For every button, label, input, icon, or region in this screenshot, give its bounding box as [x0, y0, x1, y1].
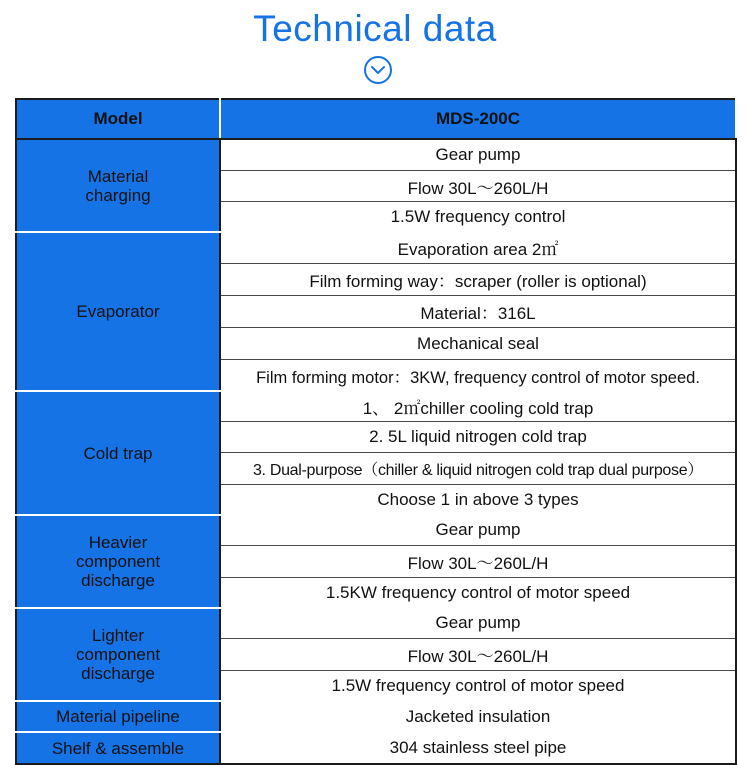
table-row — [16, 515, 736, 546]
value-cell: Flow 30L～260L/H — [220, 639, 736, 671]
table-row — [16, 139, 736, 171]
value-cell: 1.5KW frequency control of motor speed — [220, 578, 736, 609]
category-label: Heavier component discharge — [75, 533, 161, 590]
value-cell: 1、 2㎡chiller cooling cold trap — [220, 391, 736, 422]
category-label: Evaporator — [76, 302, 160, 321]
table-row — [16, 701, 736, 732]
table-row — [16, 732, 736, 764]
table-row — [16, 391, 736, 422]
category-cell — [16, 232, 220, 391]
category-label: Material pipeline — [56, 707, 180, 726]
value-cell: 1.5W frequency control of motor speed — [220, 671, 736, 702]
category-cell — [16, 515, 220, 608]
value-cell: Material：316L — [220, 296, 736, 328]
chevron-down-icon — [363, 55, 393, 85]
category-label: Cold trap — [83, 443, 153, 463]
value-cell: 3. Dual-purpose（chiller & liquid nitrogen cold trap dual purpose） — [220, 453, 736, 485]
value-cell: 2. 5L liquid nitrogen cold trap — [220, 422, 736, 453]
value-cell: Gear pump — [220, 139, 736, 171]
value-cell: Gear pump — [220, 515, 736, 546]
value-cell: Evaporation area 2㎡ — [220, 232, 736, 264]
category-cell — [16, 391, 220, 515]
category-cell — [16, 608, 220, 701]
value-cell: Film forming way：scraper (roller is optional) — [220, 264, 736, 296]
table-body — [16, 139, 736, 764]
category-label: Lighter component discharge — [75, 626, 161, 683]
category-label: Material charging — [85, 166, 151, 205]
technical-data-table — [15, 98, 737, 765]
table-row — [16, 608, 736, 639]
value-cell: Mechanical seal — [220, 328, 736, 360]
category-cell — [16, 139, 220, 232]
category-label: Shelf & assemble — [51, 738, 185, 758]
value-cell: 1.5W frequency control — [220, 202, 736, 233]
table-row — [16, 232, 736, 264]
value-cell: Jacketed insulation — [220, 701, 736, 732]
value-cell: Gear pump — [220, 608, 736, 639]
header-model-value: MDS-200C — [220, 99, 736, 139]
category-cell — [16, 701, 220, 732]
header-model-label: Model — [16, 99, 220, 139]
value-cell: 304 stainless steel pipe — [220, 732, 736, 764]
value-cell: Film forming motor：3KW, frequency control of motor speed. — [220, 360, 736, 392]
table-header-row — [16, 99, 736, 139]
value-cell: Flow 30L～260L/H — [220, 171, 736, 202]
category-cell — [16, 732, 220, 764]
value-cell: Choose 1 in above 3 types — [220, 485, 736, 516]
value-cell: Flow 30L～260L/H — [220, 546, 736, 578]
page-title: Technical data — [253, 8, 497, 49]
